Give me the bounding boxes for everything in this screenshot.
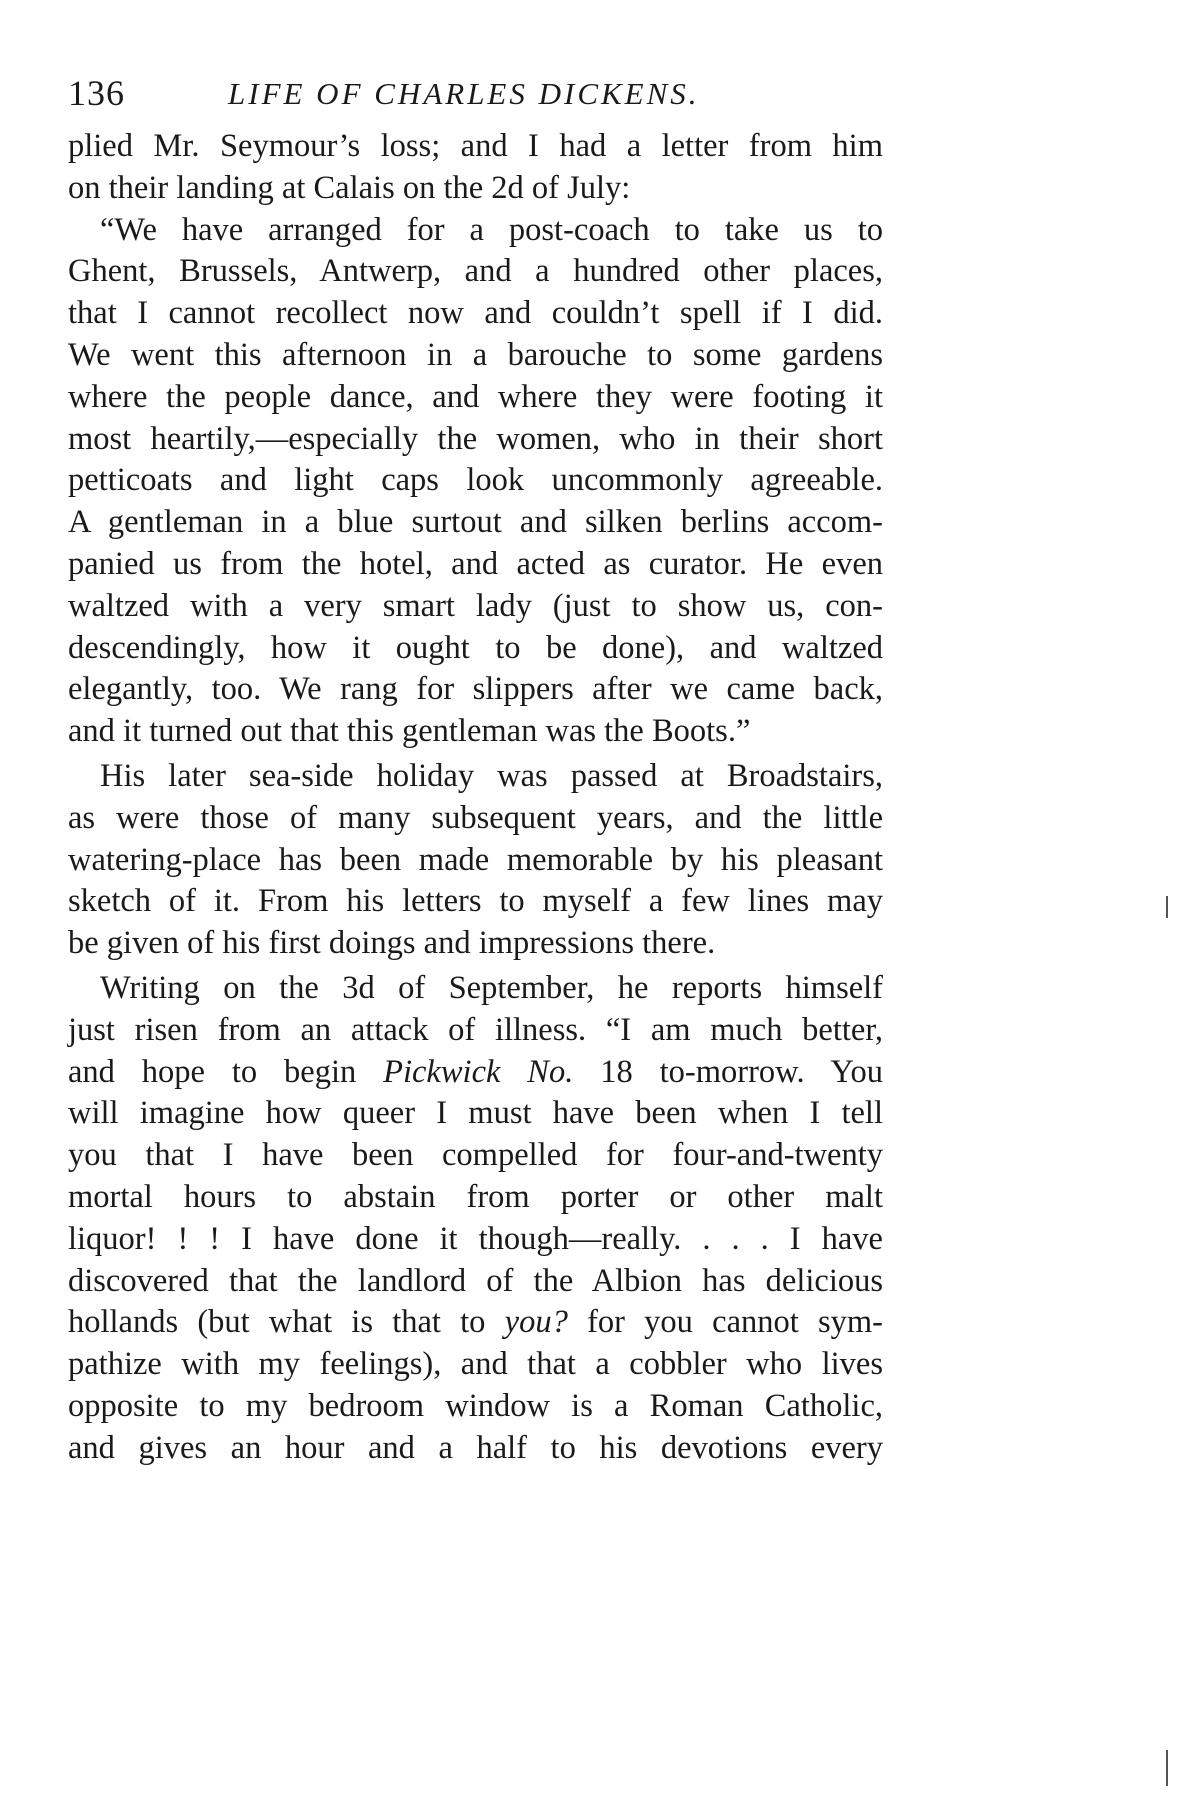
text-line: waltzed with a very smart lady (just to show us, con-: [68, 587, 883, 624]
italic-word: you?: [504, 1304, 568, 1341]
text-line: petticoats and light caps look uncommonly agreeable.: [68, 462, 883, 499]
margin-mark: [1166, 896, 1168, 918]
text-line: and it turned out that this gentleman was the Boots.”: [68, 713, 751, 750]
text-line: plied Mr. Seymour’s loss; and I had a letter from him: [68, 128, 883, 164]
text-segment: hollands (but what is that to: [68, 1304, 486, 1341]
text-line: elegantly, too. We rang for slippers after we came back,: [68, 671, 883, 708]
running-header: [68, 72, 928, 122]
text-segment: 18 to-morrow. You: [600, 1053, 884, 1090]
text-line: We went this afternoon in a barouche to some gardens: [68, 336, 883, 373]
text-line: “We have arranged for a post-coach to take us to: [100, 211, 883, 248]
text-line: Ghent, Brussels, Antwerp, and a hundred other places,: [68, 253, 883, 290]
text-line: [68, 1302, 883, 1344]
text-line: mortal hours to abstain from porter or other malt: [68, 1178, 883, 1215]
text-line: just risen from an attack of illness. “I am much better,: [68, 1011, 883, 1048]
text-segment: and hope to begin: [68, 1053, 357, 1090]
text-line: where the people dance, and where they were footing it: [68, 378, 883, 415]
text-line: and gives an hour and a half to his devotions every: [68, 1429, 883, 1466]
text-line: His later sea-side holiday was passed at Broadstairs,: [100, 757, 883, 794]
text-line: discovered that the landlord of the Albion has delicious: [68, 1262, 883, 1299]
running-title: LIFE OF CHARLES DICKENS.: [228, 76, 700, 111]
text-line: that I cannot recollect now and couldn’t spell if I did.: [68, 295, 883, 332]
text-line: as were those of many subsequent years, and the little: [68, 799, 883, 836]
text-line: you that I have been compelled for four-and-twenty: [68, 1137, 883, 1174]
text-line: panied us from the hotel, and acted as curator. He even: [68, 545, 883, 582]
page-number: 136: [68, 73, 125, 113]
italic-title: Pickwick No.: [383, 1053, 574, 1090]
text-line: opposite to my bedroom window is a Roman Catholic,: [68, 1387, 883, 1424]
text-line: most heartily,—especially the women, who in their short: [68, 420, 883, 457]
text-line: liquor! ! ! I have done it though—really. . . . I have: [68, 1220, 883, 1257]
text-line: pathize with my feelings), and that a cobbler who lives: [68, 1346, 883, 1383]
text-line: descendingly, how it ought to be done), and waltzed: [68, 629, 883, 666]
text-line: sketch of it. From his letters to myself a few lines may: [68, 883, 883, 920]
margin-mark: [1166, 1750, 1168, 1786]
text-line: [68, 1052, 883, 1094]
text-line: on their landing at Calais on the 2d of July:: [68, 169, 631, 206]
text-line: A gentleman in a blue surtout and silken berlins accom-: [68, 504, 883, 541]
text-line: watering-place has been made memorable by his pleasant: [68, 841, 883, 878]
text-line: be given of his first doings and impressions there.: [68, 925, 716, 962]
text-line: Writing on the 3d of September, he reports himself: [100, 969, 883, 1006]
page-body: [68, 126, 883, 1470]
text-segment: for you cannot sym-: [587, 1304, 883, 1341]
text-line: will imagine how queer I must have been when I tell: [68, 1095, 883, 1132]
